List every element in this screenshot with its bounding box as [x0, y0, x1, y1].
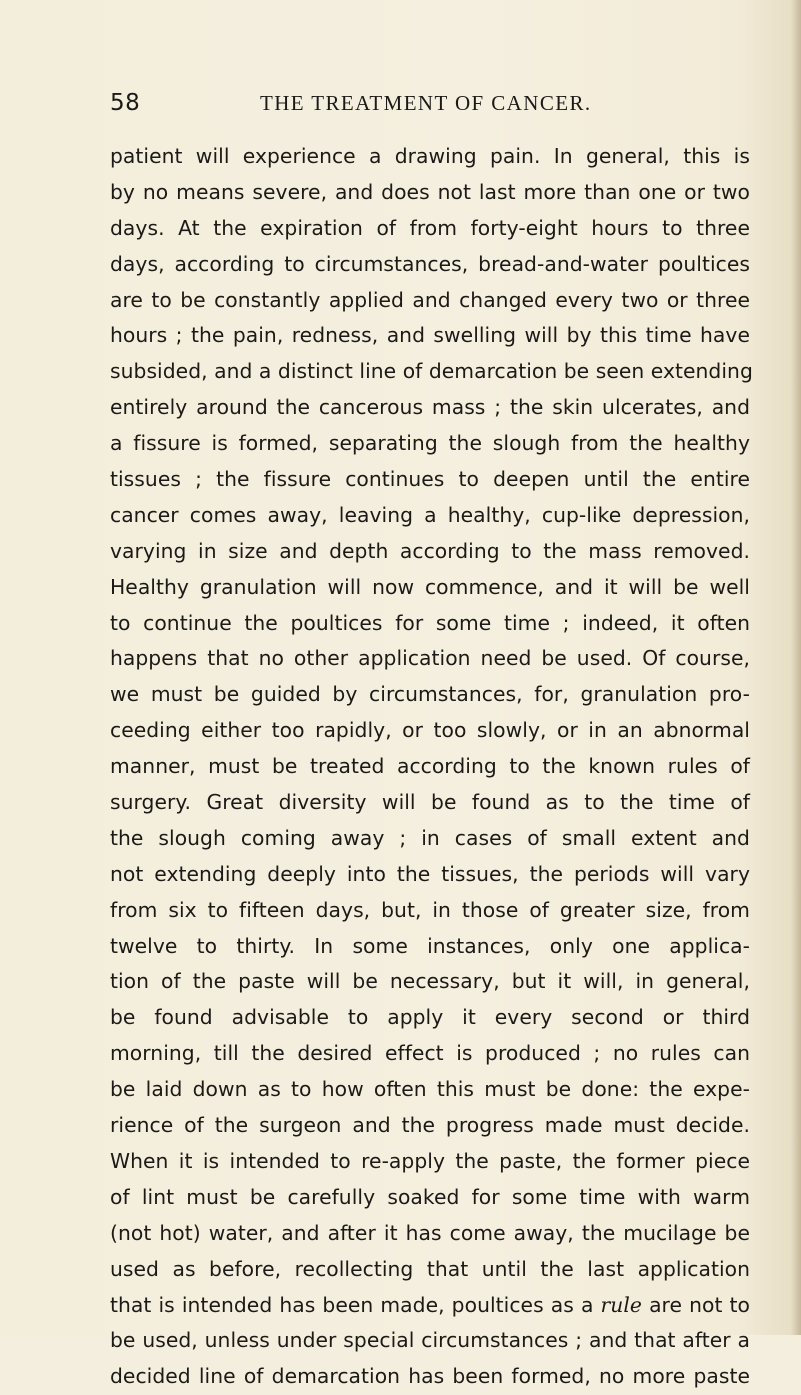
text-line-35: decided line of demarcation has been formed, no more paste — [110, 1364, 750, 1389]
text-line-33-end: are not to — [649, 1292, 750, 1317]
text-line-21: not extending deeply into the tissues, the periods will vary — [110, 861, 750, 886]
text-line-31: (not hot) water, and after it has come away, the mucilage be — [110, 1220, 750, 1245]
text-line-5: are to be constantly applied and changed every two or three — [110, 287, 750, 312]
text-line-18: manner, must be treated according to the known rules of — [110, 754, 750, 779]
text-line-4: days, according to circumstances, bread-and-water poultices — [110, 251, 750, 276]
page-header — [110, 90, 750, 122]
text-line-6: hours ; the pain, redness, and swelling will by this time have — [110, 323, 750, 348]
text-line-23: twelve to thirty. In some instances, only one applica- — [110, 933, 750, 958]
page-number: 58 — [110, 90, 141, 116]
text-line-27: be laid down as to how often this must be done: the expe- — [110, 1077, 750, 1102]
text-line-28: rience of the surgeon and the progress made must decide. — [110, 1113, 750, 1138]
text-line-25: be found advisable to apply it every second or third — [110, 1005, 750, 1030]
text-line-16: we must be guided by circumstances, for, granulation pro- — [110, 682, 750, 707]
text-line-24: tion of the paste will be necessary, but it will, in general, — [110, 969, 750, 994]
text-line-10: tissues ; the fissure continues to deepen until the entire — [110, 467, 750, 492]
text-line-19: surgery. Great diversity will be found as to the time of — [110, 790, 750, 815]
text-line-12: varying in size and depth according to the mass removed. — [110, 538, 750, 563]
text-line-32: used as before, recollecting that until the last application — [110, 1256, 750, 1281]
text-line-15: happens that no other application need be used. Of course, — [110, 646, 750, 671]
text-line-8: entirely around the cancerous mass ; the skin ulcerates, and — [110, 395, 750, 420]
text-line-7: subsided, and a distinct line of demarcation be seen extending — [110, 359, 753, 384]
text-line-17: ceeding either too rapidly, or too slowly, or in an abnormal — [110, 718, 750, 743]
text-line-30: of lint must be carefully soaked for some time with warm — [110, 1184, 750, 1209]
text-line-3: days. At the expiration of from forty-eight hours to three — [110, 215, 750, 240]
text-line-9: a fissure is formed, separating the slough from the healthy — [110, 431, 750, 456]
text-line-20: the slough coming away ; in cases of small extent and — [110, 825, 750, 850]
text-line-1: patient will experience a drawing pain. In general, this is — [110, 144, 750, 168]
running-title: THE TREATMENT OF CANCER. — [260, 91, 592, 115]
text-line-11: cancer comes away, leaving a healthy, cup-like depression, — [110, 502, 750, 527]
text-line-26: morning, till the desired effect is produced ; no rules can — [110, 1041, 750, 1066]
text-line-13: Healthy granulation will now commence, and it will be well — [110, 574, 750, 599]
text-line-33 — [110, 1288, 750, 1324]
body-text — [110, 139, 753, 1395]
text-line-33-start: that is intended has been made, poultices as a — [110, 1292, 594, 1317]
text-line-29: When it is intended to re-apply the paste, the former piece — [110, 1148, 750, 1173]
page-edge-shadow — [791, 0, 801, 1335]
text-line-2: by no means severe, and does not last more than one or two — [110, 179, 750, 204]
italic-rule: rule — [600, 1292, 642, 1317]
text-line-22: from six to fifteen days, but, in those of greater size, from — [110, 897, 750, 922]
text-line-14: to continue the poultices for some time ; indeed, it often — [110, 610, 750, 635]
text-line-34: be used, unless under special circumstances ; and that after a — [110, 1328, 750, 1353]
